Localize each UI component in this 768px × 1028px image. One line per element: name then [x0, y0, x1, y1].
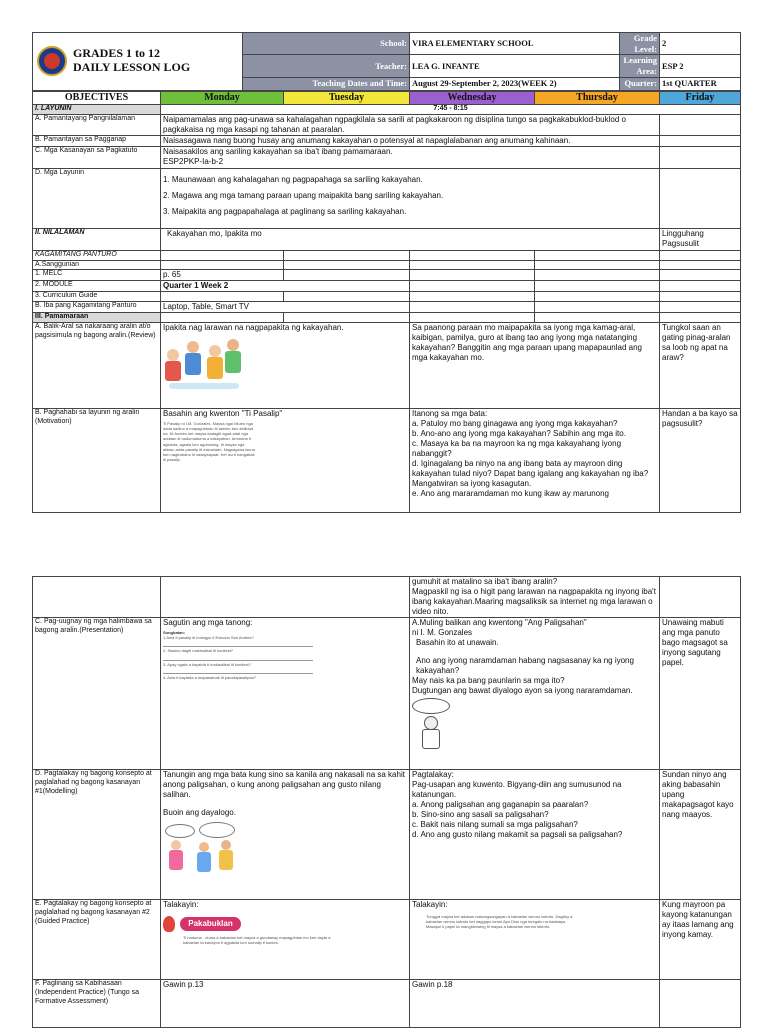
- motivation-friday-text: Handan a ba kayo sa pagsusulit?: [660, 408, 741, 512]
- deped-seal-icon: [37, 46, 67, 76]
- learning-area-value: ESP 2: [660, 55, 741, 77]
- motivation-monday-text: Basahin ang kwenton "Ti Pasalip": [163, 408, 283, 418]
- motivation-question-item: b. Ano-ano ang iyong mga kakayahan? Sabihin ang mga ito.: [412, 428, 626, 438]
- children-talents-illustration: [163, 335, 245, 393]
- layunin-item: 2. Magawa ang mga tamang paraan upang maipakita bang sariling kakayahan.: [163, 190, 444, 200]
- sungbatan-question: 2. Siasino dagiti makisalisal iti konitest?: [163, 648, 234, 654]
- sungbatan-question: 4. Ania ti kayatda a mapasamak iti panakipasalipda?: [163, 674, 256, 680]
- pakabuklan-text: Ti naduma - duma a kabaelan ket maysa a gundaway mapagpintas mo ken dayta a kabaelan ta kanayon ti agpakita ken sumalip ti kontes.: [183, 935, 331, 946]
- school-value: VIRA ELEMENTARY SCHOOL: [410, 33, 620, 55]
- motivation-question-item: e. Ano ang mararamdaman mo kung ikaw ay marunong: [412, 488, 609, 498]
- mga-layunin-label: D. Mga Layunin: [33, 168, 161, 228]
- teacher-value: LEA G. INFANTE: [410, 55, 620, 77]
- logo-cell: [33, 33, 243, 91]
- guided-practice-label: E. Pagtalakay ng bagong konsepto at paglalahad ng bagong kasanayan #2 (Guided Practice): [33, 900, 161, 980]
- presentation-monday-text: Sagutin ang mga tanong:: [163, 618, 253, 627]
- quarter-value: 1st QUARTER: [660, 77, 741, 90]
- teacher-label: Teacher:: [243, 55, 410, 77]
- modelling-wed-item: c. Bakit nais nilang sumali sa mga paligsahan?: [412, 820, 578, 829]
- logo-line-1: GRADES 1 to 12: [73, 46, 161, 61]
- modelling-wed-item: a. Anong paligsahan ang gaganapin sa paaralan?: [412, 800, 589, 809]
- layunin-item: 3. Maipakita ang pagpapahalaga at paglinang sa sariling kakayahan.: [163, 206, 407, 216]
- motivation-wednesday-question: Itanong sa mga bata:: [412, 408, 488, 418]
- nilalaman-text: Kakayahan mo, Ipakita mo: [161, 228, 660, 250]
- sungbatan-question: 1.Ania ti pasalip iti inaingyu ti Eskuela San Andres?: [163, 635, 254, 641]
- page-2: [32, 576, 740, 1028]
- modelling-wed-intro: Pag-usapan ang kuwento. Bigyang-diin ang sumusunod na katanungan.: [412, 780, 622, 799]
- sungbatan-question: 3. Apay ngata a kayatda ti makisalisal iti konitest?: [163, 661, 251, 667]
- quarter-label: Quarter:: [620, 77, 660, 90]
- grade-level-value: 2: [660, 33, 741, 55]
- melc-value: p. 65: [161, 270, 284, 281]
- modelling-wed-item: d. Ano ang gusto nilang makamit sa pagsali sa paligsahan?: [412, 830, 623, 839]
- guided-wednesday-story: Tunggal maysa ket addaan naisangsangayan a kabaelan wenno talento. Dagitoy a kabaelan wenno talento ket naggapo kenni Apo Dios nga inregalo na kadatayo. Masapul ti papel ta mangidrowing iti maysa a kabaelan wenno talento.: [426, 914, 573, 930]
- time-slot: 7:45 - 8:15: [161, 105, 741, 115]
- pamantayan-sa-pagganap-label: B. Pamantayan sa Pagganap: [33, 135, 161, 146]
- pakabuklan-banner: [163, 916, 407, 932]
- grade-level-label: Grade Level:: [620, 33, 660, 55]
- review-monday-text: Ipakita nag larawan na nagpapakita ng kakayahan.: [163, 322, 344, 332]
- friday-header: Friday: [660, 91, 741, 105]
- pakabuklan-badge: Pakabuklan: [180, 917, 240, 931]
- modelling-wed-title: Pagtalakay:: [412, 770, 454, 779]
- review-friday-text: Tungkol saan an gating pinag-aralan sa loob ng apat na araw?: [660, 322, 741, 408]
- guided-monday-text: Talakayin:: [163, 900, 199, 909]
- motivation-question-item: d. Iginagalang ba ninyo na ang ibang bata ay mayroon ding kakayahan tulad niyo? Dapat bang igalang ang kakayahan ng iba? Mangatwiran sa iyong kasagutan.: [412, 458, 649, 488]
- pamantayang-pangnilalaman-text: Naipamamalas ang pag-unawa sa kahalagahan ngpagkilala sa sarili at pagkakaroon ng disiplina tungo sa pagkakabuklod-buklod o pagkakaisa ng mga kasapi ng tahanan at paaralan.: [161, 114, 660, 135]
- nilalaman-friday: Lingguhang Pagsusulit: [660, 228, 741, 250]
- presentation-label: C. Pag-uugnay ng mga halimbawa sa bagong aralin.(Presentation): [33, 618, 161, 770]
- page-1: [32, 32, 740, 513]
- lightbulb-icon: [163, 916, 175, 932]
- learning-area-label: Learning Area:: [620, 55, 660, 77]
- sungbatan-worksheet: [163, 630, 313, 680]
- module-label: 2. MODULE: [33, 281, 161, 292]
- layunin-heading: I. LAYUNIN: [33, 105, 161, 115]
- logo-line-2: DAILY LESSON LOG: [73, 60, 191, 75]
- guided-friday-text: Kung mayroon pa kayong katanungan ay itaas lamang ang inyong kamay.: [660, 900, 741, 980]
- presentation-friday-text: Unawaing mabuti ang mga panuto bago magsagot sa inyong sagutang papel.: [660, 618, 741, 770]
- thursday-header: Thursday: [535, 91, 660, 105]
- school-label: School:: [243, 33, 410, 55]
- modelling-label: D. Pagtalakay ng bagong konsepto at paglalahad ng bagong kasanayan #1(Modelling): [33, 770, 161, 900]
- guided-wednesday-text: Talakayin:: [412, 900, 448, 909]
- pamantayang-pangnilalaman-label: A. Pamantayang Pangnilalaman: [33, 114, 161, 135]
- independent-monday-text: Gawin p.13: [161, 980, 410, 1028]
- motivation-question-item: a. Patuloy mo bang ginagawa ang iyong mga kakayahan?: [412, 418, 618, 428]
- layunin-item: 1. Maunawaan ang kahalagahan ng pagpapahaga sa sariling kakayahan.: [163, 174, 423, 184]
- iba-pang-kagamitan-label: B. Iba pang Kagamitang Panturo: [33, 302, 161, 313]
- dates-label: Teaching Dates and Time:: [243, 77, 410, 90]
- modelling-friday-text: Sundan ninyo ang aking babasahin upang makapagsagot kayo nang maayos.: [660, 770, 741, 900]
- presentation-wed-a: A.Muling balikan ang kwentong "Ang Paligsahan": [412, 618, 587, 627]
- independent-wednesday-text: Gawin p.18: [410, 980, 660, 1028]
- objectives-header: OBJECTIVES: [33, 91, 161, 105]
- presentation-wed-author: ni I. M. Gonzales: [412, 628, 473, 637]
- presentation-wed-read: Basahin ito at unawain.: [416, 638, 499, 647]
- review-label: A. Balik-Aral sa nakaraang aralin at/o pagsisimula ng bagong aralin.(Review): [33, 322, 161, 408]
- modelling-monday-text: Tanungin ang mga bata kung sino sa kanila ang nakasali na sa kahit anong paligsahan, o kung anong paligsahan ang gusto nilang salihan.: [163, 770, 405, 799]
- modelling-monday-dialog: Buoin ang dayalogo.: [163, 808, 236, 817]
- module-value: Quarter 1 Week 2: [161, 281, 410, 292]
- presentation-wed-q2: May nais ka pa bang paunlarin sa mga ito?: [412, 676, 565, 685]
- sungbatan-title: Sungbatan:: [163, 630, 185, 635]
- motivation-question-item: c. Masaya ka ba na mayroon ka ng mga kakayahang iyong nabanggit?: [412, 438, 622, 458]
- dates-value: August 29-September 2, 2023(WEEK 2): [410, 77, 620, 90]
- dialogue-illustration: [163, 822, 243, 880]
- motivation-label: B. Paghahabi sa layunin ng aralin (Motivation): [33, 408, 161, 512]
- melc-label: 1. MELC: [33, 270, 161, 281]
- independent-practice-label: F. Paglinang sa Kabihasaan (Independent Practice) (Tungo sa Formative Assessment): [33, 980, 161, 1028]
- sanggunian-label: A.Sanggunian: [33, 260, 161, 270]
- story-ti-pasalip: Ti Pasalip ni I.M. Gonzales. Maysa ngai bituen nga adda sadino a mapagustuan iti talento ken abilidad na. Ni Andres ket maysa kadagiti agad-adal nga addaan iti nadumaduma a kakayahan. Ammona ti agkanta, agsala ken agdrowing. Iti maysa nga aldaw, adda pasalip iti eskuelaan. Nagsagana isuna ken nagtrabaho iti nasaysayaat. Ket isu ti nangabak iti pasalip.: [163, 420, 255, 463]
- curriculum-guide-label: 3. Curriculum Guide: [33, 292, 161, 302]
- pamantayan-sa-pagganap-text: Naisasagawa nang buong husay ang anumang kakayahan o potensyal at napaglalabanan ang anumang kahinaan.: [161, 135, 660, 146]
- girl-speech-bubble-illustration: [412, 698, 452, 748]
- pamamaraan-heading: III. Pamamaraan: [33, 313, 161, 323]
- kasanayan-text: Naisasakilos ang sariling kakayahan sa iba't ibang pamamaraan.: [163, 146, 393, 156]
- kasanayan-label: C. Mga Kasanayan sa Pagkatuto: [33, 146, 161, 168]
- tuesday-header: Tuesday: [284, 91, 410, 105]
- presentation-wed-q3: Dugtungan ang bawat diyalogo ayon sa iyong nararamdaman.: [412, 686, 633, 695]
- iba-pang-kagamitan-value: Laptop, Table, Smart TV: [161, 302, 410, 313]
- review-wednesday-text: Sa paanong paraan mo maipapakita sa iyong mga kamag-aral, kaibigan, pamilya, guro at ibang tao ang iyong mga natatanging kakayahan? Banggitin ang mga paraan upang mapapaunlad ang mga kakayahan mo.: [410, 322, 660, 408]
- motivation-wednesday-continued: gumuhit at matalino sa iba't ibang aralin?: [412, 577, 558, 586]
- kasanayan-code: ESP2PKP-Ia-b-2: [163, 156, 224, 166]
- kagamitan-label: KAGAMITANG PANTURO: [33, 250, 161, 260]
- presentation-wed-q1: Ano ang iyong naramdaman habang nagsasanay ka ng iyong kakayahan?: [416, 656, 634, 675]
- wednesday-header: Wednesday: [410, 91, 535, 105]
- monday-header: Monday: [161, 91, 284, 105]
- modelling-wed-item: b. Sino-sino ang sasali sa paligsahan?: [412, 810, 549, 819]
- nilalaman-label: II. NILALAMAN: [33, 228, 161, 250]
- motivation-wednesday-task: Magpaskil ng isa o higit pang larawan na nagpapakita ng inyong iba't ibang kakayahan.Maaring magsaliksik sa internet ng mga larawan o video nito.: [412, 587, 656, 616]
